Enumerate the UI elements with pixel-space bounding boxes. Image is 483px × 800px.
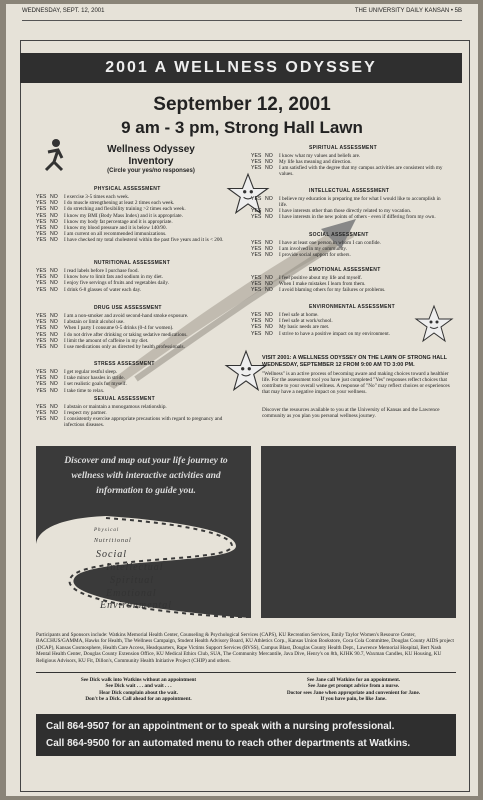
no-option[interactable]: NO — [265, 312, 273, 318]
item-text: I strive to have a positive impact on my environment. — [279, 330, 390, 337]
yes-option[interactable]: YES — [251, 281, 262, 288]
yes-option[interactable]: YES — [36, 218, 47, 225]
no-option[interactable]: NO — [265, 281, 273, 288]
item-text: I have at least one person in whom I can confide. — [279, 240, 381, 246]
no-option[interactable]: NO — [265, 252, 273, 259]
item-text: I know my blood pressure and it is below 140/90. — [64, 225, 167, 231]
no-option[interactable]: NO — [50, 337, 58, 344]
yes-option[interactable]: YES — [251, 208, 262, 214]
no-option[interactable]: NO — [50, 344, 58, 350]
sexual-item — [36, 416, 234, 428]
item-text: When I party I consume 0-5 drinks (0-4 for women). — [64, 325, 174, 332]
no-option[interactable]: NO — [265, 196, 273, 202]
yes-option[interactable]: YES — [251, 287, 262, 294]
dimension-label: Intellectual — [106, 562, 164, 573]
yes-option[interactable]: YES — [251, 330, 262, 337]
no-option[interactable]: NO — [265, 330, 273, 337]
no-option[interactable]: NO — [265, 165, 273, 172]
item-text: I believe my education is preparing me for what I would like to accomplish in life. — [279, 196, 441, 208]
no-option[interactable]: NO — [50, 286, 58, 293]
yes-option[interactable]: YES — [251, 318, 262, 325]
social-item — [251, 240, 449, 246]
item-text: I read labels before I purchase food. — [64, 268, 139, 274]
yes-option[interactable]: YES — [36, 286, 47, 293]
item-text: I am a non-smoker and avoid second-hand smoke exposure. — [64, 313, 189, 319]
intellectual-item — [251, 196, 449, 208]
inventory-note: (Circle your yes/no responses) — [107, 168, 195, 174]
dimension-label: Emotional — [106, 588, 157, 599]
no-option[interactable]: NO — [50, 387, 58, 394]
yes-option[interactable]: YES — [36, 331, 47, 338]
no-option[interactable]: NO — [50, 410, 58, 417]
environmental-assessment-heading: ENVIRONMENTAL ASSESSMENT — [309, 304, 396, 310]
yes-option[interactable]: YES — [36, 313, 47, 319]
yes-option[interactable]: YES — [36, 212, 47, 219]
yes-option[interactable]: YES — [36, 387, 47, 394]
yes-option[interactable]: YES — [251, 312, 262, 318]
item-text: I feel positive about my life and myself. — [279, 275, 362, 281]
item-text: I do muscle strengthening at least 2 times each week. — [64, 200, 175, 207]
item-text: I respect my partner. — [64, 410, 107, 417]
item-text: When I make mistakes I learn from them. — [279, 281, 366, 288]
intellectual-assessment-heading: INTELLECTUAL ASSESSMENT — [309, 188, 390, 194]
nutritional-item — [36, 287, 234, 293]
drug-item — [36, 325, 234, 331]
item-text: I avoid blaming others for my failures or problems. — [279, 287, 386, 294]
item-text: I set realistic goals for myself. — [64, 381, 127, 388]
no-option[interactable]: NO — [50, 194, 58, 200]
nutritional-item — [36, 280, 234, 286]
item-text: I consistently exercise appropriate precautions with regard to pregnancy and infectious diseases. — [64, 416, 223, 429]
nutritional-assessment-heading: NUTRITIONAL ASSESSMENT — [94, 260, 171, 266]
yes-option[interactable]: YES — [36, 200, 47, 207]
dimension-label: Spiritual — [110, 575, 155, 586]
stress-item — [36, 388, 234, 394]
drug-item — [36, 344, 234, 350]
no-option[interactable]: NO — [50, 416, 58, 423]
social-assessment-heading: SOCIAL ASSESSMENT — [309, 232, 369, 238]
physical-item — [36, 225, 234, 231]
header-paper: THE UNIVERSITY DAILY KANSAN • 5B — [354, 8, 462, 14]
yes-option[interactable]: YES — [36, 416, 47, 423]
divider — [36, 672, 456, 673]
yes-option[interactable]: YES — [36, 337, 47, 344]
environmental-item — [251, 324, 449, 330]
social-item — [251, 252, 449, 258]
yes-option[interactable]: YES — [251, 159, 262, 166]
no-option[interactable]: NO — [50, 331, 58, 338]
header-date: WEDNESDAY, SEPT. 12, 2001 — [22, 8, 105, 14]
call-automated: Call 864-9500 for an automated menu to reach other departments at Watkins. — [46, 738, 411, 749]
physical-item — [36, 219, 234, 225]
yes-option[interactable]: YES — [36, 404, 47, 410]
item-text: I know how to limit fats and sodium in my diet. — [64, 274, 163, 281]
yes-option[interactable]: YES — [36, 375, 47, 382]
yes-option[interactable]: YES — [36, 206, 47, 213]
journey-text: Discover and map out your life journey to wellness with interactive activities and information to guide you. — [64, 456, 228, 496]
discover-text: Discover the resources available to you at the University of Kansas and the Lawrence community as you plan you personal wellness journey. — [262, 407, 440, 419]
physical-item — [36, 206, 234, 212]
item-text: I feel safe at work/school. — [279, 318, 333, 325]
stress-assessment-heading: STRESS ASSESSMENT — [94, 361, 155, 367]
no-option[interactable]: NO — [50, 237, 58, 244]
jane-column: See Jane call Watkins for an appointment. See Jane get prompt advice from a nurse. Doctor sees Jane when appropriate and convenient for Jane. If you have pain, be like Jane. — [286, 677, 421, 703]
physical-item — [36, 237, 234, 243]
dimension-label: Environmental — [100, 600, 173, 611]
no-option[interactable]: NO — [50, 200, 58, 207]
no-option[interactable]: NO — [50, 313, 58, 319]
no-option[interactable]: NO — [50, 225, 58, 231]
visit-heading: VISIT 2001: A WELLNESS ODYSSEY ON THE LAWN OF STRONG HALL WEDNESDAY, SEPTEMBER 12 FROM 9:00 AM TO 3:00 PM. — [262, 355, 447, 368]
drug-item — [36, 313, 234, 319]
no-option[interactable]: NO — [265, 214, 273, 221]
inventory-title: Wellness Odyssey Inventory — [107, 144, 195, 167]
item-text: I am satisfied with the degree that my campus activities are consistent with my values. — [279, 165, 443, 178]
yes-option[interactable]: YES — [36, 268, 47, 274]
item-text: I abstain or maintain a monogamous relationship. — [64, 404, 167, 410]
intellectual-item — [251, 214, 449, 220]
stress-item — [36, 369, 234, 375]
yes-option[interactable]: YES — [251, 275, 262, 281]
sexual-assessment-heading: SEXUAL ASSESSMENT — [94, 396, 155, 402]
no-option[interactable]: NO — [265, 287, 273, 294]
item-text: I am involved in my community. — [279, 246, 347, 253]
sexual-item — [36, 404, 234, 410]
yes-option[interactable]: YES — [36, 369, 47, 375]
dimension-label: Physical — [94, 528, 120, 533]
no-option[interactable]: NO — [265, 246, 273, 253]
yes-option[interactable]: YES — [36, 231, 47, 238]
wellness-definition: "Wellness" is an active process of becoming aware and making choices toward a healthier life. For the assessment tool you have just completed "Yes" responses reflect choices that contribute to your overall wellness. A response of "No" may reflect choices or experiences that may have a negative impact on your wellness. — [262, 371, 450, 395]
emotional-assessment-heading: EMOTIONAL ASSESSMENT — [309, 267, 381, 273]
no-option[interactable]: NO — [50, 325, 58, 332]
item-text: I use medications only as directed by health professionals. — [64, 344, 185, 350]
no-option[interactable]: NO — [50, 218, 58, 225]
no-option[interactable]: NO — [50, 268, 58, 274]
no-option[interactable]: NO — [50, 404, 58, 410]
stress-item — [36, 381, 234, 387]
drug-item — [36, 338, 234, 344]
physical-item — [36, 213, 234, 219]
yes-option[interactable]: YES — [251, 214, 262, 221]
sponsors-text: Participants and Sponsors include: Watkins Memorial Health Center, Counseling & Psychological Services (CAPS), KU Recreation Services, Emily Taylor Women's Resource Center, BACCHUS/GAMMA, Hawks for Health, The Wellness Campaign, Student Health Advisory Board, KU Athletics Corp., Kansas Union Bookstore, Coca Cola Committee, Douglas County AIDS project (DCAP), Kansas Cosmosphere, Health Care Access, Headquarters, Rape Victims Support Services (RVSS), Campus Blast, Douglas County Health Dept., Lawrence Memorial Hospital, Bert Nash Mental Health Center, Douglas County Extension Office, KU Medical Ethics Club, SUA, The Community Mercantile, Java Dive, Henry's on 8th, KJHK 90.7, Waxman Candles, KU Housing, KU Religious Advisors, KU Fit, Dillon's, Community Health Initiative Project (CHIP) and others. — [36, 632, 454, 664]
item-text: I abstain or limit alcohol use. — [64, 319, 125, 326]
yes-option[interactable]: YES — [36, 237, 47, 244]
item-text: I take time to relax. — [64, 387, 105, 394]
no-option[interactable]: NO — [265, 159, 273, 166]
dick-column: See Dick walk into Watkins without an appointment See Dick wait . . . and wait . . . Hear Dick complain about the wait. Don't be a Dick. Call ahead for an appointment. — [80, 677, 197, 703]
yes-option[interactable]: YES — [36, 280, 47, 287]
yes-option[interactable]: YES — [251, 240, 262, 246]
yes-option[interactable]: YES — [251, 196, 262, 202]
dimension-label: Social — [96, 549, 127, 560]
item-text: I do stretching and flexibility training >2 times each week. — [64, 206, 186, 213]
drug-item — [36, 332, 234, 338]
yes-option[interactable]: YES — [36, 225, 47, 231]
banner: 2001 A WELLNESS ODYSSEY — [20, 53, 462, 83]
yes-option[interactable]: YES — [251, 252, 262, 259]
journey-panel — [36, 446, 251, 618]
item-text: My life has meaning and direction. — [279, 159, 352, 166]
yes-option[interactable]: YES — [251, 246, 262, 253]
yes-option[interactable]: YES — [36, 381, 47, 388]
no-option[interactable]: NO — [50, 231, 58, 238]
no-option[interactable]: NO — [265, 318, 273, 325]
environmental-item — [251, 331, 449, 337]
event-time: 9 am - 3 pm, Strong Hall Lawn — [121, 118, 363, 137]
yes-option[interactable]: YES — [36, 194, 47, 200]
call-bar — [36, 714, 456, 756]
item-text: I exercise 3-5 times each week. — [64, 194, 130, 200]
item-text: I feel safe at home. — [279, 312, 319, 318]
physical-assessment-heading: PHYSICAL ASSESSMENT — [94, 186, 161, 192]
yes-option[interactable]: YES — [36, 325, 47, 332]
no-option[interactable]: NO — [50, 381, 58, 388]
item-text: I provide social support for others. — [279, 252, 351, 259]
item-text: I drink 6-8 glasses of water each day. — [64, 286, 142, 293]
yes-option[interactable]: YES — [36, 319, 47, 326]
yes-option[interactable]: YES — [251, 153, 262, 159]
no-option[interactable]: NO — [265, 208, 273, 214]
item-text: My basic needs are met. — [279, 324, 330, 331]
drug-assessment-heading: DRUG USE ASSESSMENT — [94, 305, 162, 311]
no-option[interactable]: NO — [50, 280, 58, 287]
no-option[interactable]: NO — [50, 274, 58, 281]
item-text: I have checked my total cholesterol within the past five years and it is < 200. — [64, 237, 224, 244]
no-option[interactable]: NO — [50, 319, 58, 326]
no-option[interactable]: NO — [50, 206, 58, 213]
yes-option[interactable]: YES — [251, 324, 262, 331]
no-option[interactable]: NO — [265, 324, 273, 331]
newspaper-page — [6, 4, 478, 796]
runner-icon — [38, 138, 70, 174]
no-option[interactable]: NO — [265, 275, 273, 281]
call-appointment: Call 864-9507 for an appointment or to speak with a nursing professional. — [46, 721, 395, 732]
emotional-item — [251, 287, 449, 293]
spiritual-item — [251, 165, 449, 177]
right-panel — [261, 446, 456, 618]
yes-option[interactable]: YES — [36, 274, 47, 281]
environmental-item — [251, 318, 449, 324]
sexual-item — [36, 410, 234, 416]
yes-option[interactable]: YES — [36, 344, 47, 350]
spiritual-assessment-heading: SPIRITUAL ASSESSMENT — [309, 145, 377, 151]
item-text: I have interests in the new points of others - even if differing from my own. — [279, 214, 436, 221]
no-option[interactable]: NO — [50, 369, 58, 375]
dimension-label: Nutritional — [94, 538, 132, 544]
no-option[interactable]: NO — [265, 240, 273, 246]
no-option[interactable]: NO — [50, 212, 58, 219]
no-option[interactable]: NO — [265, 153, 273, 159]
item-text: I do not drive after drinking or taking sedative medications. — [64, 331, 188, 338]
item-text: I get regular restful sleep. — [64, 369, 118, 375]
item-text: I know my body fat percentage and it is appropriate. — [64, 218, 173, 225]
event-date: September 12, 2001 — [153, 94, 331, 115]
item-text: I know what my values and beliefs are. — [279, 153, 361, 159]
item-text: I take minor hassles in stride. — [64, 375, 125, 382]
page-header — [22, 8, 462, 21]
no-option[interactable]: NO — [50, 375, 58, 382]
yes-option[interactable]: YES — [251, 165, 262, 172]
item-text: I have interests other than those directly related to my vocation. — [279, 208, 412, 214]
item-text: I limit the amount of caffeine in my diet. — [64, 337, 149, 344]
yes-option[interactable]: YES — [36, 410, 47, 417]
item-text: I am current on all recommended immunizations. — [64, 231, 167, 238]
item-text: I enjoy five servings of fruits and vegetables daily. — [64, 280, 169, 287]
physical-item — [36, 194, 234, 200]
item-text: I know my BMI (Body Mass Index) and it is appropriate. — [64, 212, 183, 219]
